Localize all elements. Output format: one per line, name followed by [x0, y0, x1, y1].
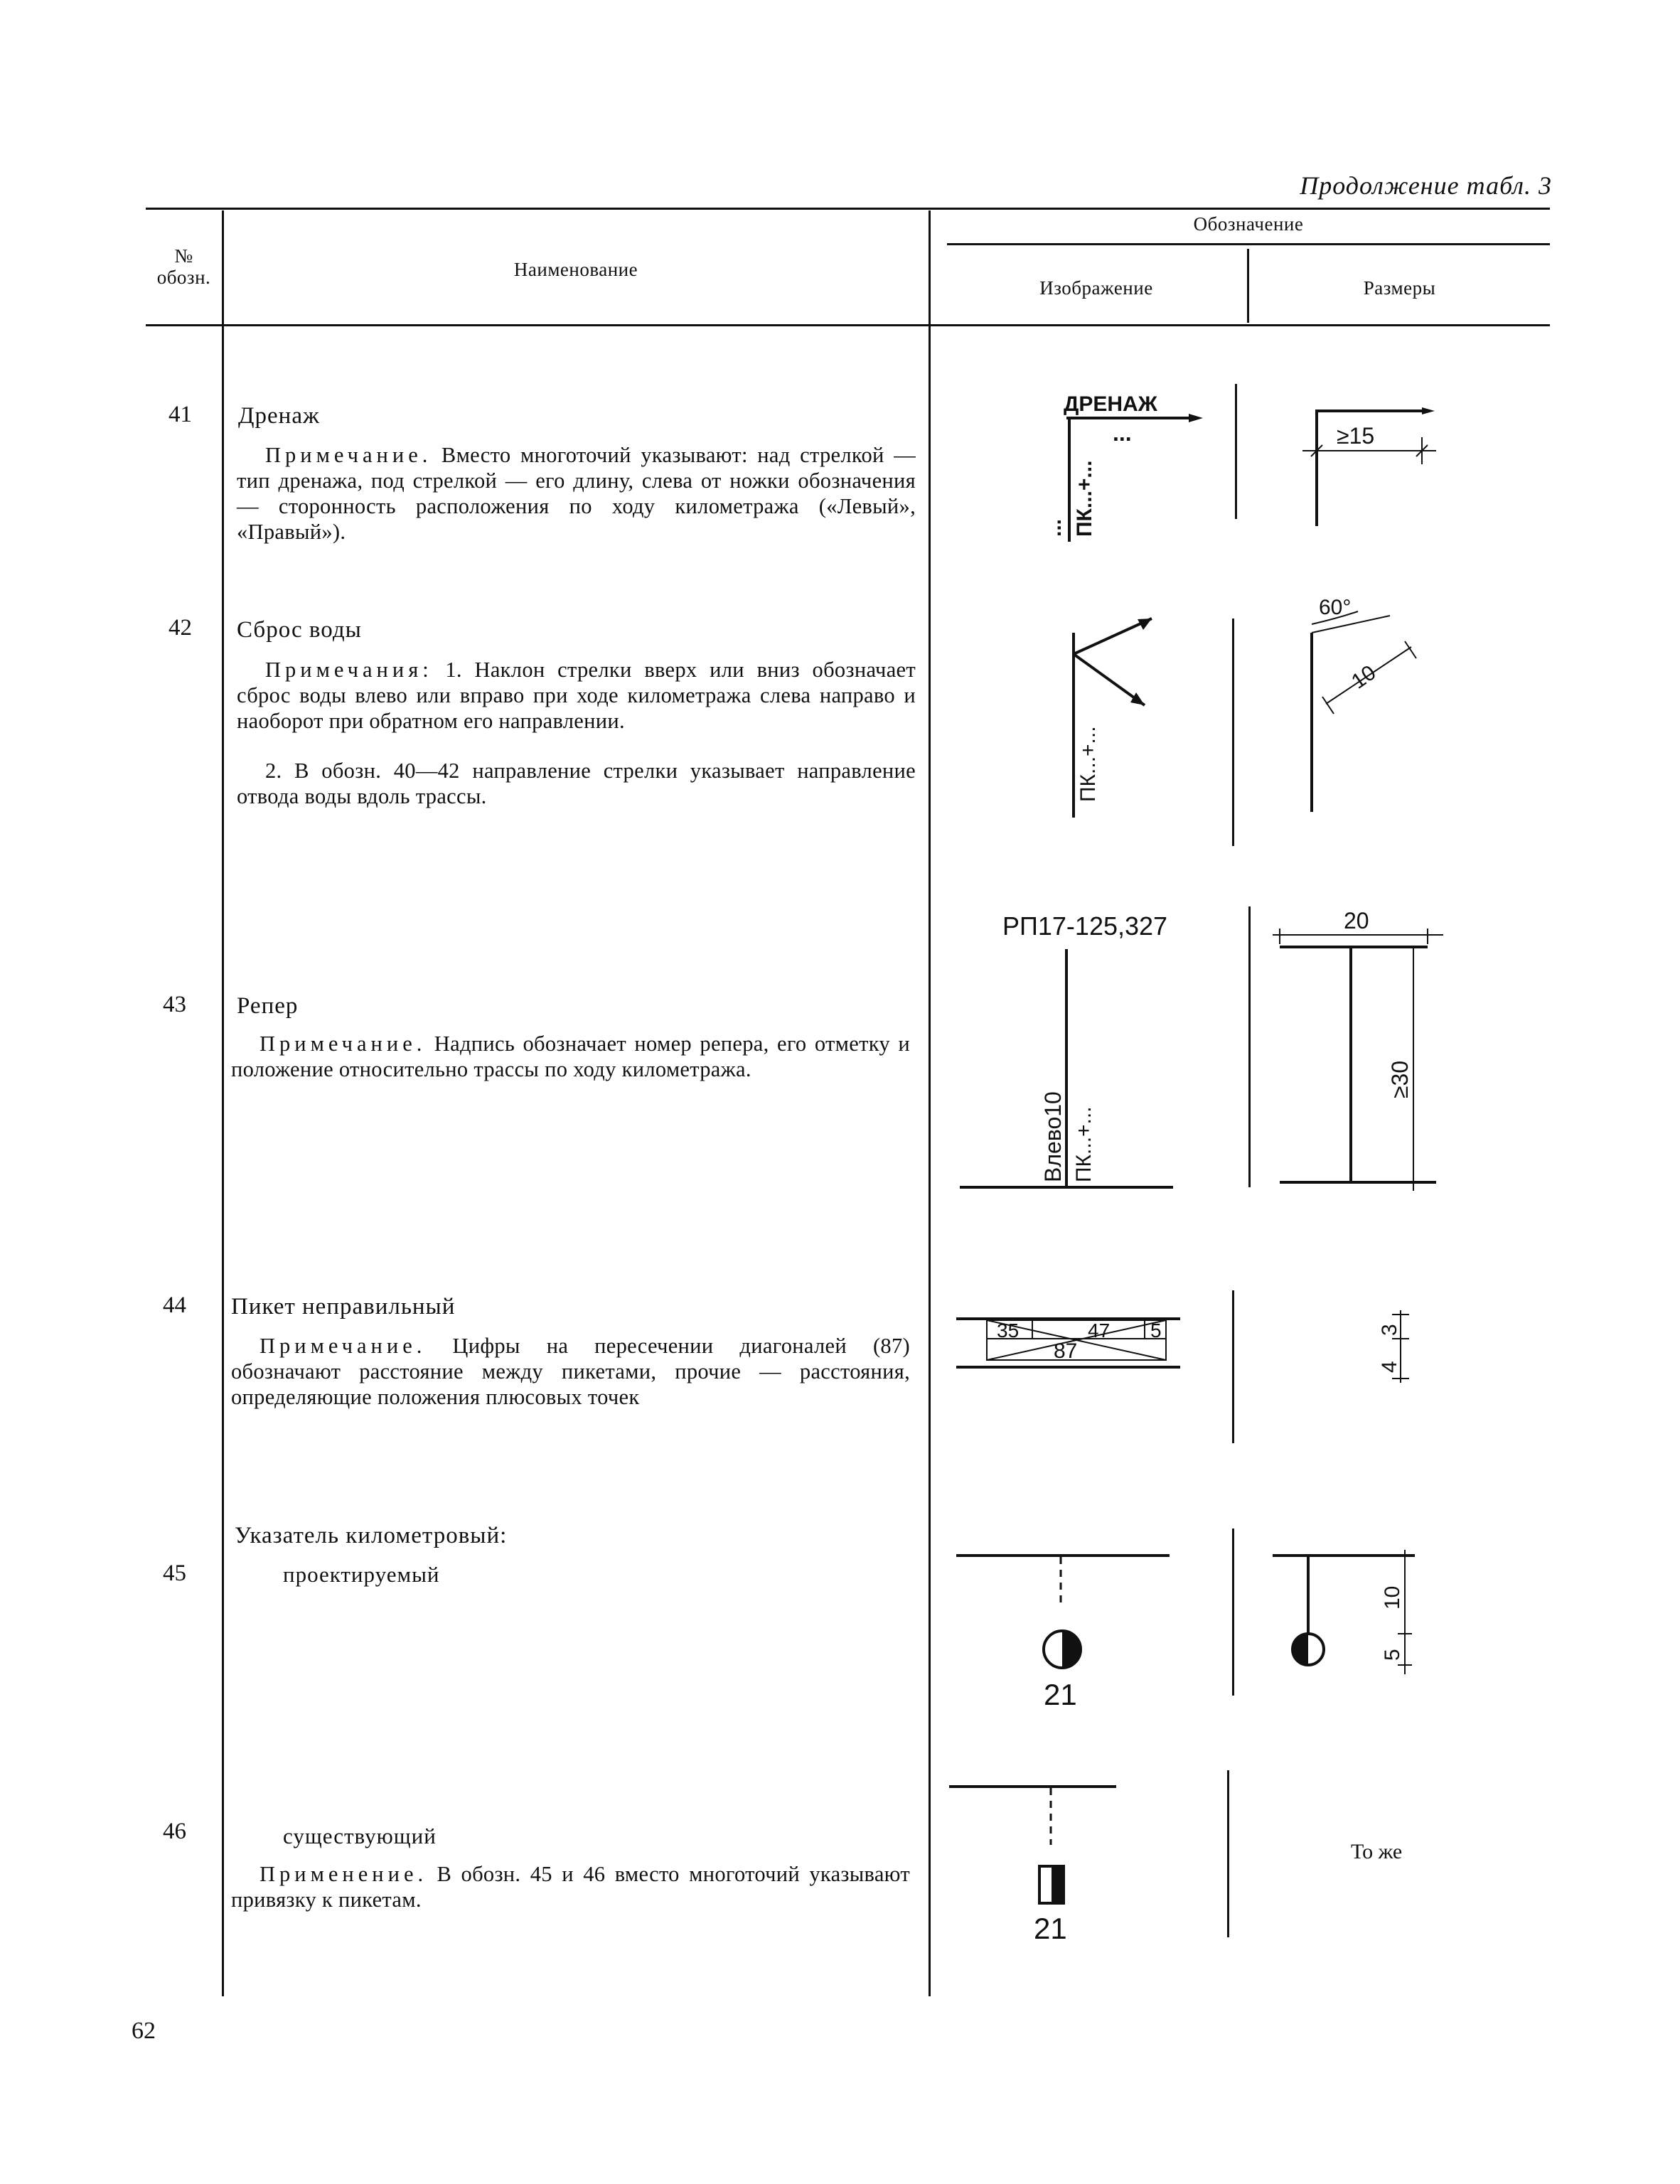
- row-title: Репер: [237, 993, 299, 1019]
- note-lead: Примечание.: [260, 1032, 427, 1056]
- km-number: 21: [1044, 1678, 1077, 1711]
- row44-image-divider: [1232, 1290, 1234, 1443]
- row-note: [231, 1333, 910, 1410]
- designation-rule: [947, 243, 1550, 245]
- km-number: 21: [1034, 1912, 1067, 1945]
- table-continuation-caption: Продолжение табл. 3: [1300, 171, 1552, 200]
- header-image-col: Изображение: [1039, 277, 1153, 299]
- km-marker-existing-symbol: [946, 1781, 1159, 1944]
- picket-segment-b: 47: [1088, 1320, 1111, 1342]
- row-note: [237, 442, 916, 545]
- row42-image-divider: [1232, 619, 1234, 846]
- row45-image-divider: [1232, 1529, 1234, 1696]
- row-title: Сброс воды: [237, 617, 362, 643]
- row-title: существующий: [283, 1824, 437, 1848]
- note-lead: Примечание.: [260, 1334, 427, 1358]
- row-number: 42: [168, 615, 192, 641]
- drainage-side-dots: ...: [1042, 518, 1066, 537]
- water-discharge-symbol: [1045, 611, 1202, 818]
- row-note: [231, 1031, 910, 1082]
- note-text: Цифры на пересечении диагоналей (87) обозначают расстояние между пикетами, прочие — расстояния, определяющие положения плюсовых точек: [231, 1334, 910, 1409]
- header-bottom-rule: [146, 324, 1550, 326]
- row46-image-divider: [1227, 1770, 1229, 1937]
- picket-row-height-a: 4: [1378, 1361, 1401, 1373]
- col-divider-name: [929, 210, 931, 1996]
- row43-image-divider: [1248, 906, 1251, 1187]
- note-text: Надпись обозначает номер репера, его отметку и положение относительно трассы по ходу километража.: [231, 1032, 910, 1081]
- benchmark-side-label: Влево10: [1040, 1091, 1066, 1182]
- row-number: 44: [163, 1292, 186, 1318]
- drainage-dimensions: [1280, 384, 1465, 533]
- benchmark-width: 20: [1344, 908, 1369, 933]
- discharge-picket-label: ПК...+...: [1076, 726, 1100, 802]
- header-designation: Обозначение: [1193, 213, 1304, 235]
- marker-circle-size: 5: [1381, 1649, 1404, 1661]
- header-num-sign: №: [174, 245, 193, 267]
- drainage-symbol: [1038, 384, 1251, 547]
- discharge-arrow-length: 10: [1347, 660, 1381, 694]
- row-title: проектируемый: [283, 1562, 440, 1587]
- header-num-abbr: обозн.: [156, 267, 211, 288]
- km-marker-projected-symbol: [953, 1550, 1180, 1713]
- row-note-2: 2. В обозн. 40—42 направление стрелки указывает направление отвода воды вдоль трассы.: [237, 759, 916, 808]
- benchmark-picket-label: ПК...+...: [1072, 1106, 1096, 1182]
- note-lead: Примечание.: [265, 443, 432, 467]
- drainage-length-dots: ...: [1113, 420, 1132, 446]
- picket-segment-c: 5: [1150, 1320, 1162, 1342]
- marker-stem-height: 10: [1381, 1585, 1404, 1610]
- note-lead: Примечания:: [265, 658, 433, 682]
- discharge-angle: 60°: [1319, 596, 1352, 619]
- row-title: Указатель километровый:: [235, 1523, 508, 1548]
- benchmark-min-height: ≥30: [1387, 1060, 1413, 1098]
- same-as-above-text: То же: [1351, 1840, 1403, 1863]
- benchmark-dimensions: [1266, 903, 1450, 1194]
- benchmark-symbol: [953, 906, 1209, 1198]
- row-title: Пикет неправильный: [231, 1294, 456, 1320]
- benchmark-label: РП17-125,327: [1002, 911, 1168, 941]
- row41-image-divider: [1235, 384, 1237, 519]
- row-note: [237, 657, 916, 734]
- picket-segment-a: 35: [997, 1320, 1020, 1342]
- note-lead: Применение.: [260, 1862, 428, 1886]
- km-marker-projected-dimensions: [1266, 1550, 1436, 1678]
- header-size-col: Размеры: [1363, 277, 1436, 299]
- drainage-type-label: ДРЕНАЖ: [1064, 392, 1157, 416]
- note-text: В обозн. 45 и 46 вместо многоточий указывают привязку к пикетам.: [231, 1862, 910, 1912]
- header-name-col: Наименование: [513, 259, 638, 280]
- picket-row-height-b: 3: [1378, 1324, 1401, 1336]
- row-note: [231, 1861, 910, 1912]
- row-number: 41: [168, 402, 192, 427]
- drainage-picket-label: ПК...+...: [1073, 460, 1096, 537]
- irregular-picket-symbol: [953, 1305, 1187, 1383]
- page-number: 62: [132, 2018, 156, 2044]
- irregular-picket-dimensions: [1372, 1305, 1429, 1390]
- table-top-rule: [146, 208, 1550, 210]
- note-text: 1. Наклон стрелки вверх или вниз обозначает сброс воды влево или вправо при ходе километража слева направо и наоборот при обратном его направлении.: [237, 658, 916, 733]
- drainage-min-length: ≥15: [1337, 423, 1375, 449]
- col-divider-num: [222, 210, 224, 1996]
- header-num-col: [146, 245, 222, 288]
- row-number: 43: [163, 992, 186, 1017]
- note-text: Вместо многоточий указывают: над стрелкой — тип дренажа, под стрелкой — его длину, слева от ножки обозначения — сторонность расположения по ходу километража («Левый», «Правый»).: [237, 443, 916, 544]
- row-number: 45: [163, 1561, 186, 1586]
- row-number: 46: [163, 1819, 186, 1844]
- picket-distance: 87: [1054, 1339, 1078, 1363]
- water-discharge-dimensions: [1280, 590, 1436, 818]
- row-title: Дренаж: [238, 403, 320, 429]
